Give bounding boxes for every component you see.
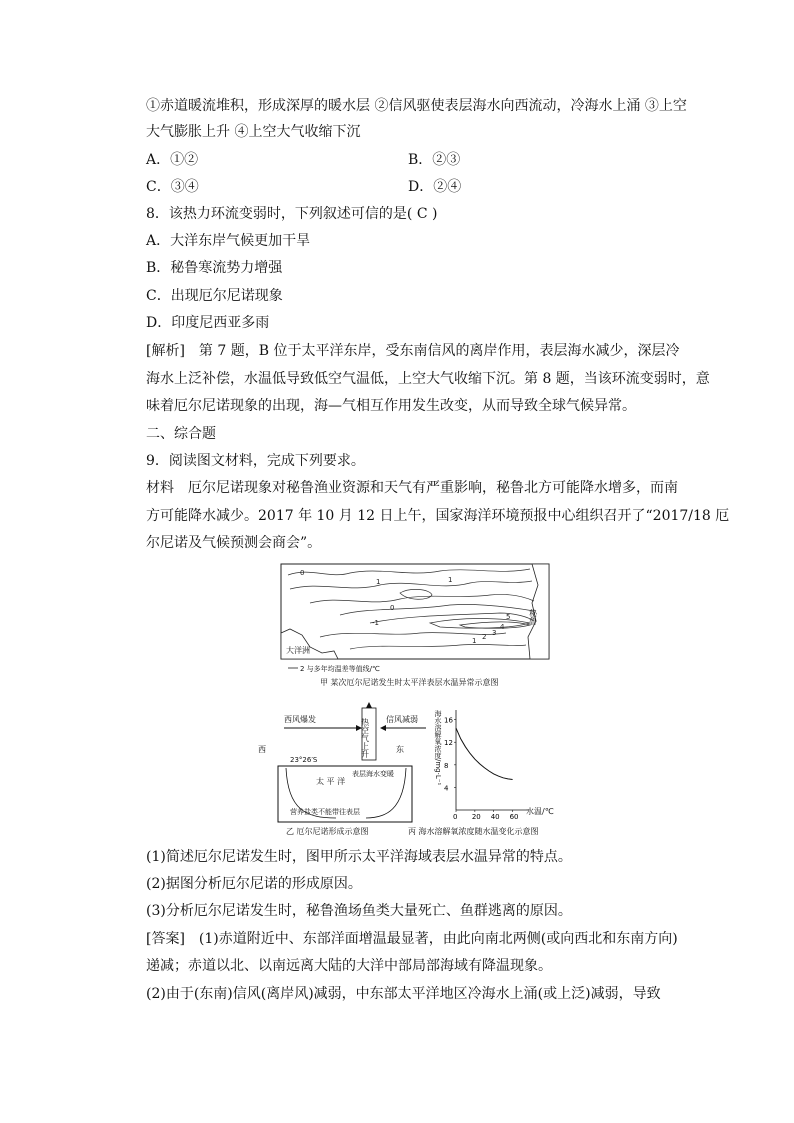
y-tick-label: 8	[444, 761, 449, 770]
pacific-label: 太 平 洋	[316, 777, 346, 786]
analysis-line3: 味着厄尔尼诺现象的出现，海—气相互作用发生改变，从而导致全球气候异常。	[146, 398, 636, 414]
q8-option-c: C．出现厄尔尼诺现象	[146, 288, 283, 304]
answer-tag: [答案]	[146, 931, 185, 947]
hot-air-arrowhead	[366, 702, 372, 708]
chart-series-line	[456, 728, 513, 779]
chart-y-axis-label: 海水溶解氧浓度/mg·L⁻¹	[434, 710, 442, 786]
nutrient-label: 营养盐类不能带往表层	[290, 808, 360, 816]
east-label: 东	[396, 745, 404, 754]
trade-wind-arrowhead	[380, 725, 386, 731]
x-tick-label: 40	[490, 813, 500, 821]
answer-line3: (2)由于(东南)信风(离岸风)减弱，中东部太平洋地区冷海水上涌(或上泛)减弱，导致	[146, 986, 661, 1002]
analysis-line1	[146, 342, 679, 360]
y-tick-label: 4	[444, 784, 449, 793]
hot-air-label: 热空气上升	[360, 718, 370, 758]
contour-label-2: 1	[376, 578, 381, 586]
fig-bing-caption: 丙 海水溶解氧浓度随水温变化示意图	[408, 827, 539, 836]
x-tick-label: 0	[453, 813, 458, 821]
fig-jia-caption: 甲 某次厄尔尼诺发生时太平洋表层水温异常示意图	[320, 678, 499, 687]
fig-yi-caption: 乙 厄尔尼诺形成示意图	[286, 827, 369, 836]
analysis-text1: 第 7 题，B 位于太平洋东岸，受东南信风的离岸作用，表层海水减少，深层冷	[184, 343, 680, 359]
warm-surface-label: 表层海水变暖	[352, 770, 394, 778]
q8-option-d: D．印度尼西亚多雨	[146, 315, 270, 331]
material-line1: 材料 厄尔尼诺现象对秘鲁渔业资源和天气有严重影响，秘鲁北方可能降水增多，而南	[146, 480, 678, 496]
subq-2: (2)据图分析厄尔尼诺的形成原因。	[146, 876, 362, 892]
fig-jia-legend: 2 与多年均温差等值线/℃	[300, 665, 380, 673]
figure-jia	[280, 563, 550, 698]
analysis-line2: 海水上泛补偿，水温低导致低空气温低，上空大气收缩下沉。第 8 题，当该环流变弱时，意	[146, 371, 710, 387]
contour-label-8: 3	[492, 629, 497, 637]
answer-line1	[146, 930, 678, 948]
contour-label-9: 4	[500, 623, 505, 631]
q8-stem: 8．该热力环流变弱时，下列叙述可信的是( C )	[146, 206, 438, 222]
q7-statements-line1: ①赤道暖流堆积，形成深厚的暖水层 ②信风驱使表层海水向西流动，冷海水上涌 ③上空	[146, 98, 687, 114]
contour-label-10: 5	[506, 613, 511, 621]
material-line2: 方可能降水减少。2017 年 10 月 12 日上午，国家海洋环境预报中心组织召开了“2017/18 厄	[146, 508, 730, 524]
subq-1: (1)简述厄尔尼诺发生时，图甲所示太平洋海域表层水温异常的特点。	[146, 849, 572, 865]
answer-text1: (1)赤道附近中、东部洋面增温最显著，由此向南北两侧(或向西北和东南方向)	[184, 931, 678, 947]
material-line3: 尔尼诺及气候预测会商会”。	[146, 535, 322, 551]
west-label: 西	[258, 745, 266, 754]
contour-label-4: 0	[390, 604, 395, 612]
figure-bing	[404, 700, 564, 840]
chart-x-axis-label: 水温/℃	[526, 807, 554, 816]
subq-3: (3)分析厄尔尼诺发生时，秘鲁渔场鱼类大量死亡、鱼群逃离的原因。	[146, 903, 572, 919]
oceania-label: 大洋洲	[286, 646, 310, 655]
y-tick-label: 16	[444, 716, 453, 725]
q7-statements-line2: 大气膨胀上升 ④上空大气收缩下沉	[146, 124, 361, 140]
contour-label-1: 0	[300, 569, 305, 577]
q7-option-c: C．③④	[146, 179, 199, 195]
westerly-label: 西风爆发	[284, 715, 316, 724]
peru-label: 秘鲁	[528, 609, 538, 625]
section-heading: 二、综合题	[146, 426, 216, 442]
y-tick-label: 12	[444, 739, 453, 748]
q9-stem: 9．阅读图文材料，完成下列要求。	[146, 453, 365, 469]
analysis-tag: [解析]	[146, 343, 185, 359]
contour-label-5: -1	[372, 619, 379, 627]
q8-option-a: A．大洋东岸气候更加干旱	[146, 233, 311, 249]
contour-label-6: 1	[472, 637, 477, 645]
q8-option-b: B．秘鲁寒流势力增强	[146, 260, 283, 276]
x-tick-label: 60	[509, 813, 519, 821]
contour-label-3: 1	[448, 576, 453, 584]
answer-line2: 递减；赤道以北、以南远离大陆的大洋中部局部海域有降温现象。	[146, 958, 552, 974]
x-tick-label: 20	[471, 813, 481, 821]
q7-option-a: A．①②	[146, 152, 199, 168]
trade-wind-label: 信风减弱	[386, 715, 418, 724]
q7-option-b: B．②③	[408, 152, 461, 168]
latitude-label: 23°26′S	[290, 756, 318, 764]
q7-option-d: D．②④	[408, 179, 462, 195]
contour-label-7: 2	[482, 633, 487, 641]
